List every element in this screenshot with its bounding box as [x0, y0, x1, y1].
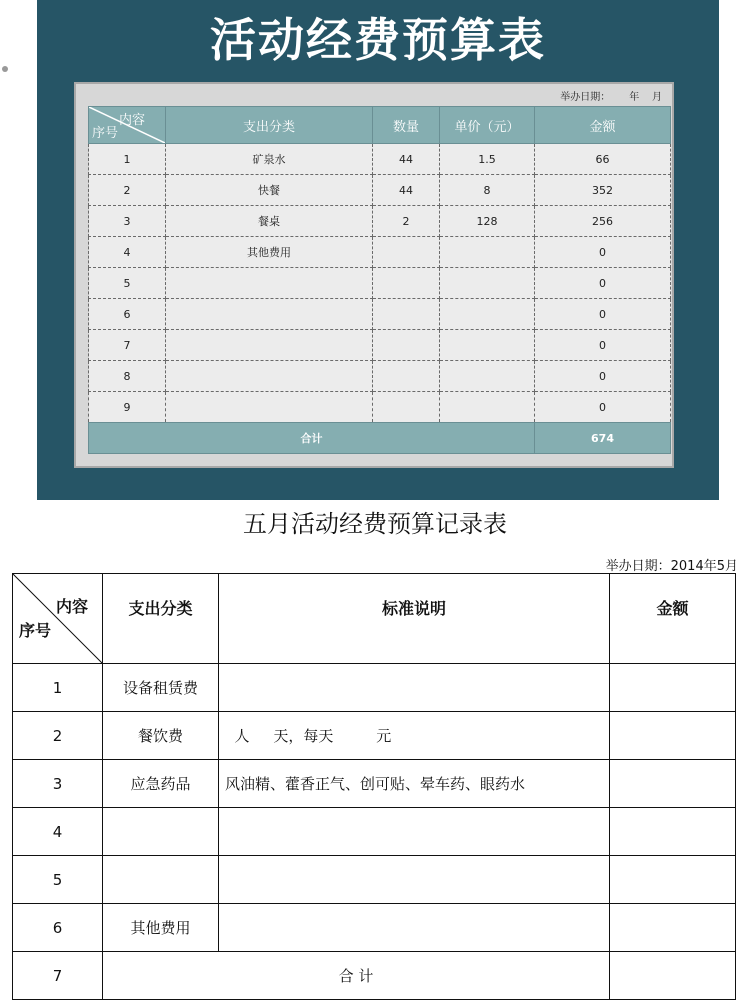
record-table — [12, 573, 736, 1000]
cell-category: 快餐 — [166, 175, 373, 206]
cell-category: 矿泉水 — [166, 144, 373, 175]
cell-unit-price — [440, 268, 535, 299]
cell-standard: 风油精、藿香正气、创可贴、晕车药、眼药水 — [219, 760, 610, 808]
cell-seq: 1 — [89, 144, 166, 175]
cell-category — [103, 808, 219, 856]
cell-amount: 66 — [535, 144, 671, 175]
cell-category: 其他费用 — [103, 904, 219, 952]
margin-dot — [2, 66, 8, 72]
cell-seq: 6 — [13, 904, 103, 952]
cell-seq: 2 — [89, 175, 166, 206]
cell-amount: 0 — [535, 361, 671, 392]
cell-standard: 人 天，每天 元 — [219, 712, 610, 760]
cell-quantity — [373, 299, 440, 330]
budget-card — [74, 82, 674, 468]
budget-table — [88, 106, 671, 454]
budget-panel — [37, 0, 719, 500]
table-row — [13, 712, 736, 760]
header-unit-price: 单价（元） — [440, 107, 535, 144]
table-row — [89, 330, 671, 361]
cell-category — [166, 392, 373, 423]
diagonal-header-cell — [13, 574, 103, 664]
cell-category — [166, 361, 373, 392]
cell-quantity: 2 — [373, 206, 440, 237]
cell-unit-price — [440, 361, 535, 392]
cell-category: 设备租赁费 — [103, 664, 219, 712]
header-content: 内容 — [55, 597, 88, 616]
table-row — [89, 361, 671, 392]
cell-unit-price — [440, 299, 535, 330]
cell-standard — [219, 856, 610, 904]
cell-seq: 8 — [89, 361, 166, 392]
total-seq: 7 — [13, 952, 103, 1000]
cell-category: 餐饮费 — [103, 712, 219, 760]
cell-unit-price — [440, 237, 535, 268]
total-amount — [610, 952, 736, 1000]
total-amount: 674 — [535, 423, 671, 454]
header-standard: 标准说明 — [219, 574, 610, 664]
cell-unit-price — [440, 330, 535, 361]
header-content: 内容 — [118, 113, 145, 128]
cell-unit-price: 1.5 — [440, 144, 535, 175]
cell-seq: 1 — [13, 664, 103, 712]
diagonal-header-cell — [89, 107, 166, 144]
cell-category — [166, 268, 373, 299]
cell-amount — [610, 856, 736, 904]
cell-unit-price: 8 — [440, 175, 535, 206]
cell-seq: 2 — [13, 712, 103, 760]
total-label: 合 计 — [103, 952, 610, 1000]
cell-amount — [610, 664, 736, 712]
record-header-row — [13, 574, 736, 664]
budget-date: 举办日期： 年 月 — [560, 92, 662, 103]
budget-header-row — [89, 107, 671, 144]
budget-title: 活动经费预算表 — [210, 13, 546, 67]
header-amount: 金额 — [535, 107, 671, 144]
cell-category — [103, 856, 219, 904]
cell-quantity — [373, 268, 440, 299]
cell-amount: 0 — [535, 330, 671, 361]
cell-category: 其他费用 — [166, 237, 373, 268]
table-row — [89, 268, 671, 299]
cell-standard — [219, 664, 610, 712]
record-total-row — [13, 952, 736, 1000]
table-row — [89, 299, 671, 330]
cell-quantity — [373, 392, 440, 423]
table-row — [13, 664, 736, 712]
cell-amount: 256 — [535, 206, 671, 237]
budget-total-row — [89, 423, 671, 454]
header-quantity: 数量 — [373, 107, 440, 144]
table-row — [89, 392, 671, 423]
cell-quantity — [373, 330, 440, 361]
header-category: 支出分类 — [103, 574, 219, 664]
cell-seq: 3 — [13, 760, 103, 808]
cell-seq: 5 — [13, 856, 103, 904]
cell-seq: 6 — [89, 299, 166, 330]
header-amount: 金额 — [610, 574, 736, 664]
cell-quantity: 44 — [373, 144, 440, 175]
record-title: 五月活动经费预算记录表 — [243, 510, 507, 538]
table-row — [89, 237, 671, 268]
total-label: 合计 — [89, 423, 535, 454]
header-seq: 序号 — [92, 126, 119, 141]
header-seq: 序号 — [19, 621, 52, 640]
cell-seq: 4 — [89, 237, 166, 268]
table-row — [13, 856, 736, 904]
cell-amount — [610, 760, 736, 808]
cell-unit-price — [440, 392, 535, 423]
table-row — [13, 904, 736, 952]
table-row — [89, 175, 671, 206]
cell-category: 餐桌 — [166, 206, 373, 237]
cell-quantity — [373, 237, 440, 268]
record-date: 举办日期：2014年5月 — [605, 559, 738, 574]
cell-amount: 0 — [535, 237, 671, 268]
cell-seq: 4 — [13, 808, 103, 856]
cell-category: 应急药品 — [103, 760, 219, 808]
cell-amount: 0 — [535, 392, 671, 423]
cell-amount — [610, 712, 736, 760]
cell-seq: 3 — [89, 206, 166, 237]
cell-amount — [610, 808, 736, 856]
cell-quantity: 44 — [373, 175, 440, 206]
cell-standard — [219, 808, 610, 856]
cell-quantity — [373, 361, 440, 392]
cell-category — [166, 299, 373, 330]
table-row — [13, 760, 736, 808]
table-row — [89, 206, 671, 237]
cell-standard — [219, 904, 610, 952]
cell-amount: 0 — [535, 299, 671, 330]
table-row — [13, 808, 736, 856]
cell-seq: 7 — [89, 330, 166, 361]
cell-amount: 352 — [535, 175, 671, 206]
table-row — [89, 144, 671, 175]
cell-seq: 5 — [89, 268, 166, 299]
header-category: 支出分类 — [166, 107, 373, 144]
cell-amount — [610, 904, 736, 952]
cell-category — [166, 330, 373, 361]
cell-seq: 9 — [89, 392, 166, 423]
cell-unit-price: 128 — [440, 206, 535, 237]
cell-amount: 0 — [535, 268, 671, 299]
